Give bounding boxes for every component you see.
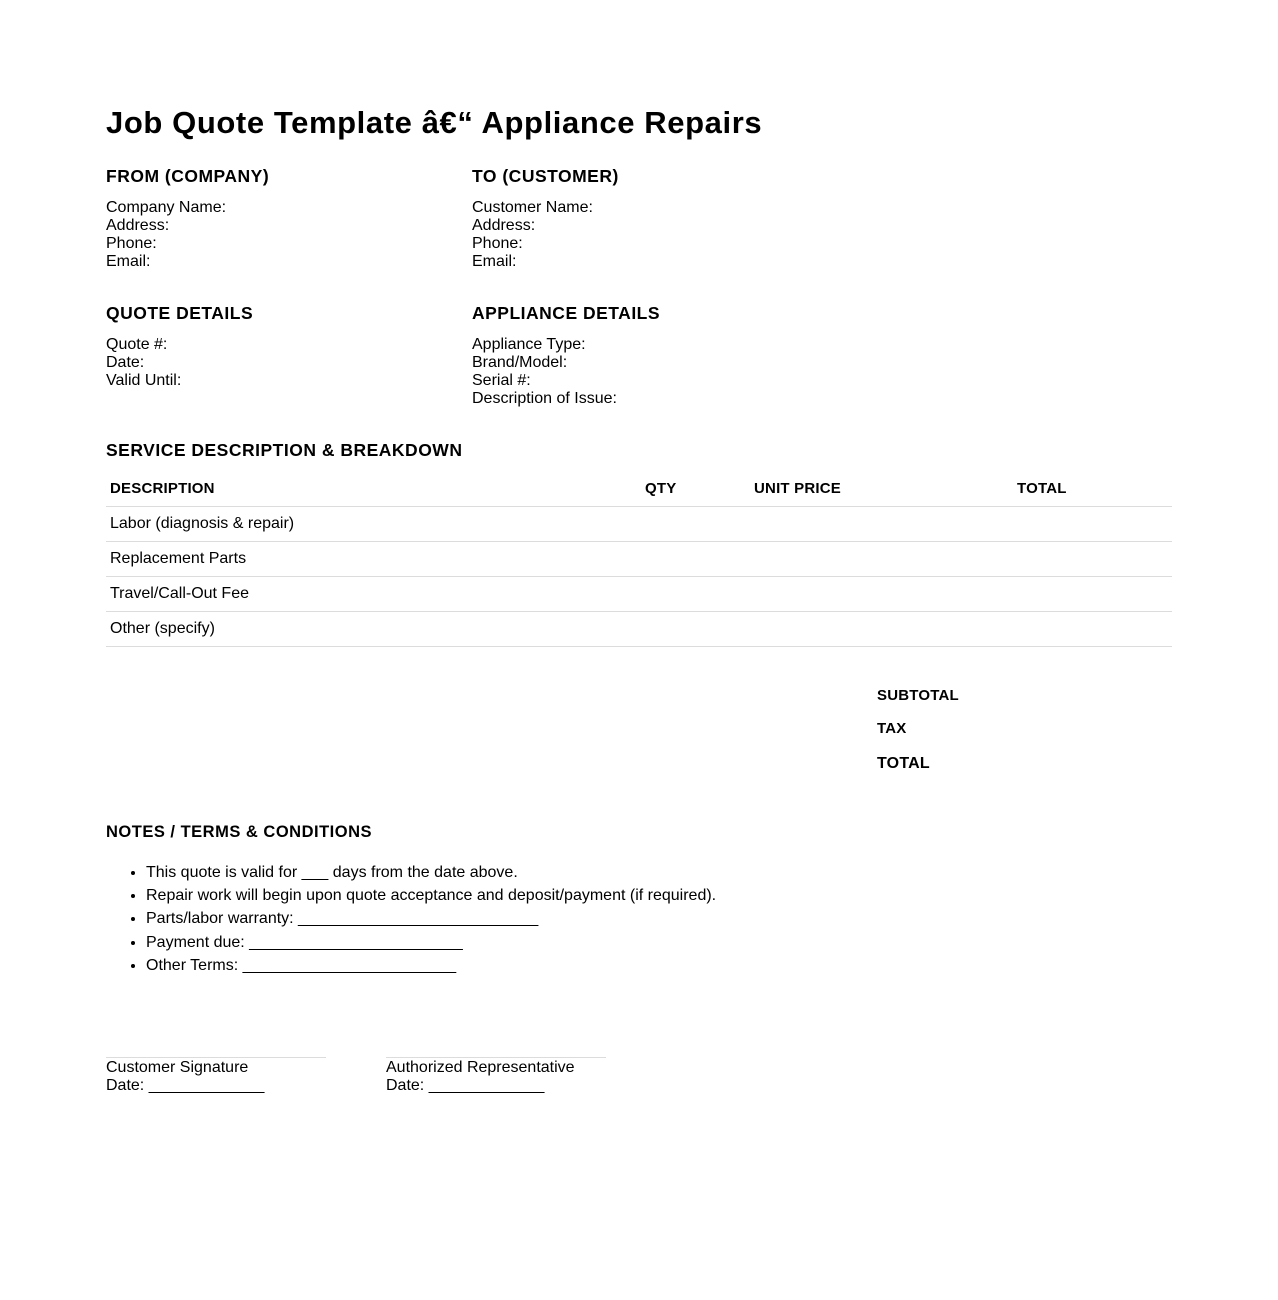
table-header-row bbox=[106, 472, 1172, 507]
customer-email-field: Email: bbox=[472, 253, 517, 270]
list-item: • Repair work will begin upon quote acceptance and deposit/payment (if required). bbox=[146, 884, 716, 907]
brand-model-field: Brand/Model: bbox=[472, 354, 568, 371]
list-item: • Other Terms: ________________________ bbox=[146, 954, 716, 977]
column-header-total: TOTAL bbox=[1017, 480, 1067, 497]
appliance-fields bbox=[472, 336, 617, 408]
service-table bbox=[106, 472, 1172, 647]
representative-signature-date: Date: _____________ bbox=[386, 1077, 545, 1094]
company-email-field: Email: bbox=[106, 253, 151, 270]
total-label: TOTAL bbox=[877, 755, 930, 772]
quote-fields bbox=[106, 336, 181, 390]
appliance-heading: APPLIANCE DETAILS bbox=[472, 303, 661, 323]
page-title: Job Quote Template â€“ Appliance Repairs bbox=[106, 105, 763, 140]
row-description: Replacement Parts bbox=[110, 550, 247, 567]
representative-signature-block bbox=[386, 1057, 606, 1095]
customer-address-field: Address: bbox=[472, 217, 536, 234]
to-heading: TO (CUSTOMER) bbox=[472, 166, 619, 186]
customer-signature-date: Date: _____________ bbox=[106, 1077, 265, 1094]
customer-name-field: Customer Name: bbox=[472, 199, 593, 216]
tax-label: TAX bbox=[877, 720, 907, 737]
company-phone-field: Phone: bbox=[106, 235, 157, 252]
appliance-type-field: Appliance Type: bbox=[472, 336, 586, 353]
company-name-field: Company Name: bbox=[106, 199, 227, 216]
serial-number-field: Serial #: bbox=[472, 372, 531, 389]
service-heading: SERVICE DESCRIPTION & BREAKDOWN bbox=[106, 440, 463, 460]
issue-description-field: Description of Issue: bbox=[472, 390, 617, 407]
column-header-description: DESCRIPTION bbox=[110, 480, 215, 497]
quote-date-field: Date: bbox=[106, 354, 145, 371]
quote-number-field: Quote #: bbox=[106, 336, 168, 353]
list-item: • This quote is valid for ___ days from the date above. bbox=[146, 861, 716, 884]
row-description: Labor (diagnosis & repair) bbox=[110, 515, 295, 532]
row-description: Other (specify) bbox=[110, 620, 215, 637]
customer-phone-field: Phone: bbox=[472, 235, 523, 252]
table-row bbox=[106, 542, 1172, 577]
column-header-unit-price: UNIT PRICE bbox=[754, 480, 842, 497]
subtotal-label: SUBTOTAL bbox=[877, 687, 959, 704]
list-item: • Payment due: ________________________ bbox=[146, 931, 716, 954]
table-row bbox=[106, 612, 1172, 647]
table-row bbox=[106, 577, 1172, 612]
list-item: • Parts/labor warranty: ___________________________ bbox=[146, 907, 716, 930]
to-fields bbox=[472, 199, 593, 271]
from-fields bbox=[106, 199, 226, 271]
column-header-qty: QTY bbox=[645, 480, 677, 497]
quote-heading: QUOTE DETAILS bbox=[106, 303, 254, 323]
company-address-field: Address: bbox=[106, 217, 170, 234]
notes-heading: NOTES / TERMS & CONDITIONS bbox=[106, 823, 373, 841]
table-row bbox=[106, 507, 1172, 542]
representative-signature-label: Authorized Representative bbox=[386, 1059, 575, 1076]
customer-signature-block bbox=[106, 1057, 326, 1095]
row-description: Travel/Call-Out Fee bbox=[110, 585, 249, 602]
notes-list bbox=[106, 861, 716, 977]
from-heading: FROM (COMPANY) bbox=[106, 166, 270, 186]
valid-until-field: Valid Until: bbox=[106, 372, 182, 389]
customer-signature-label: Customer Signature bbox=[106, 1059, 249, 1076]
